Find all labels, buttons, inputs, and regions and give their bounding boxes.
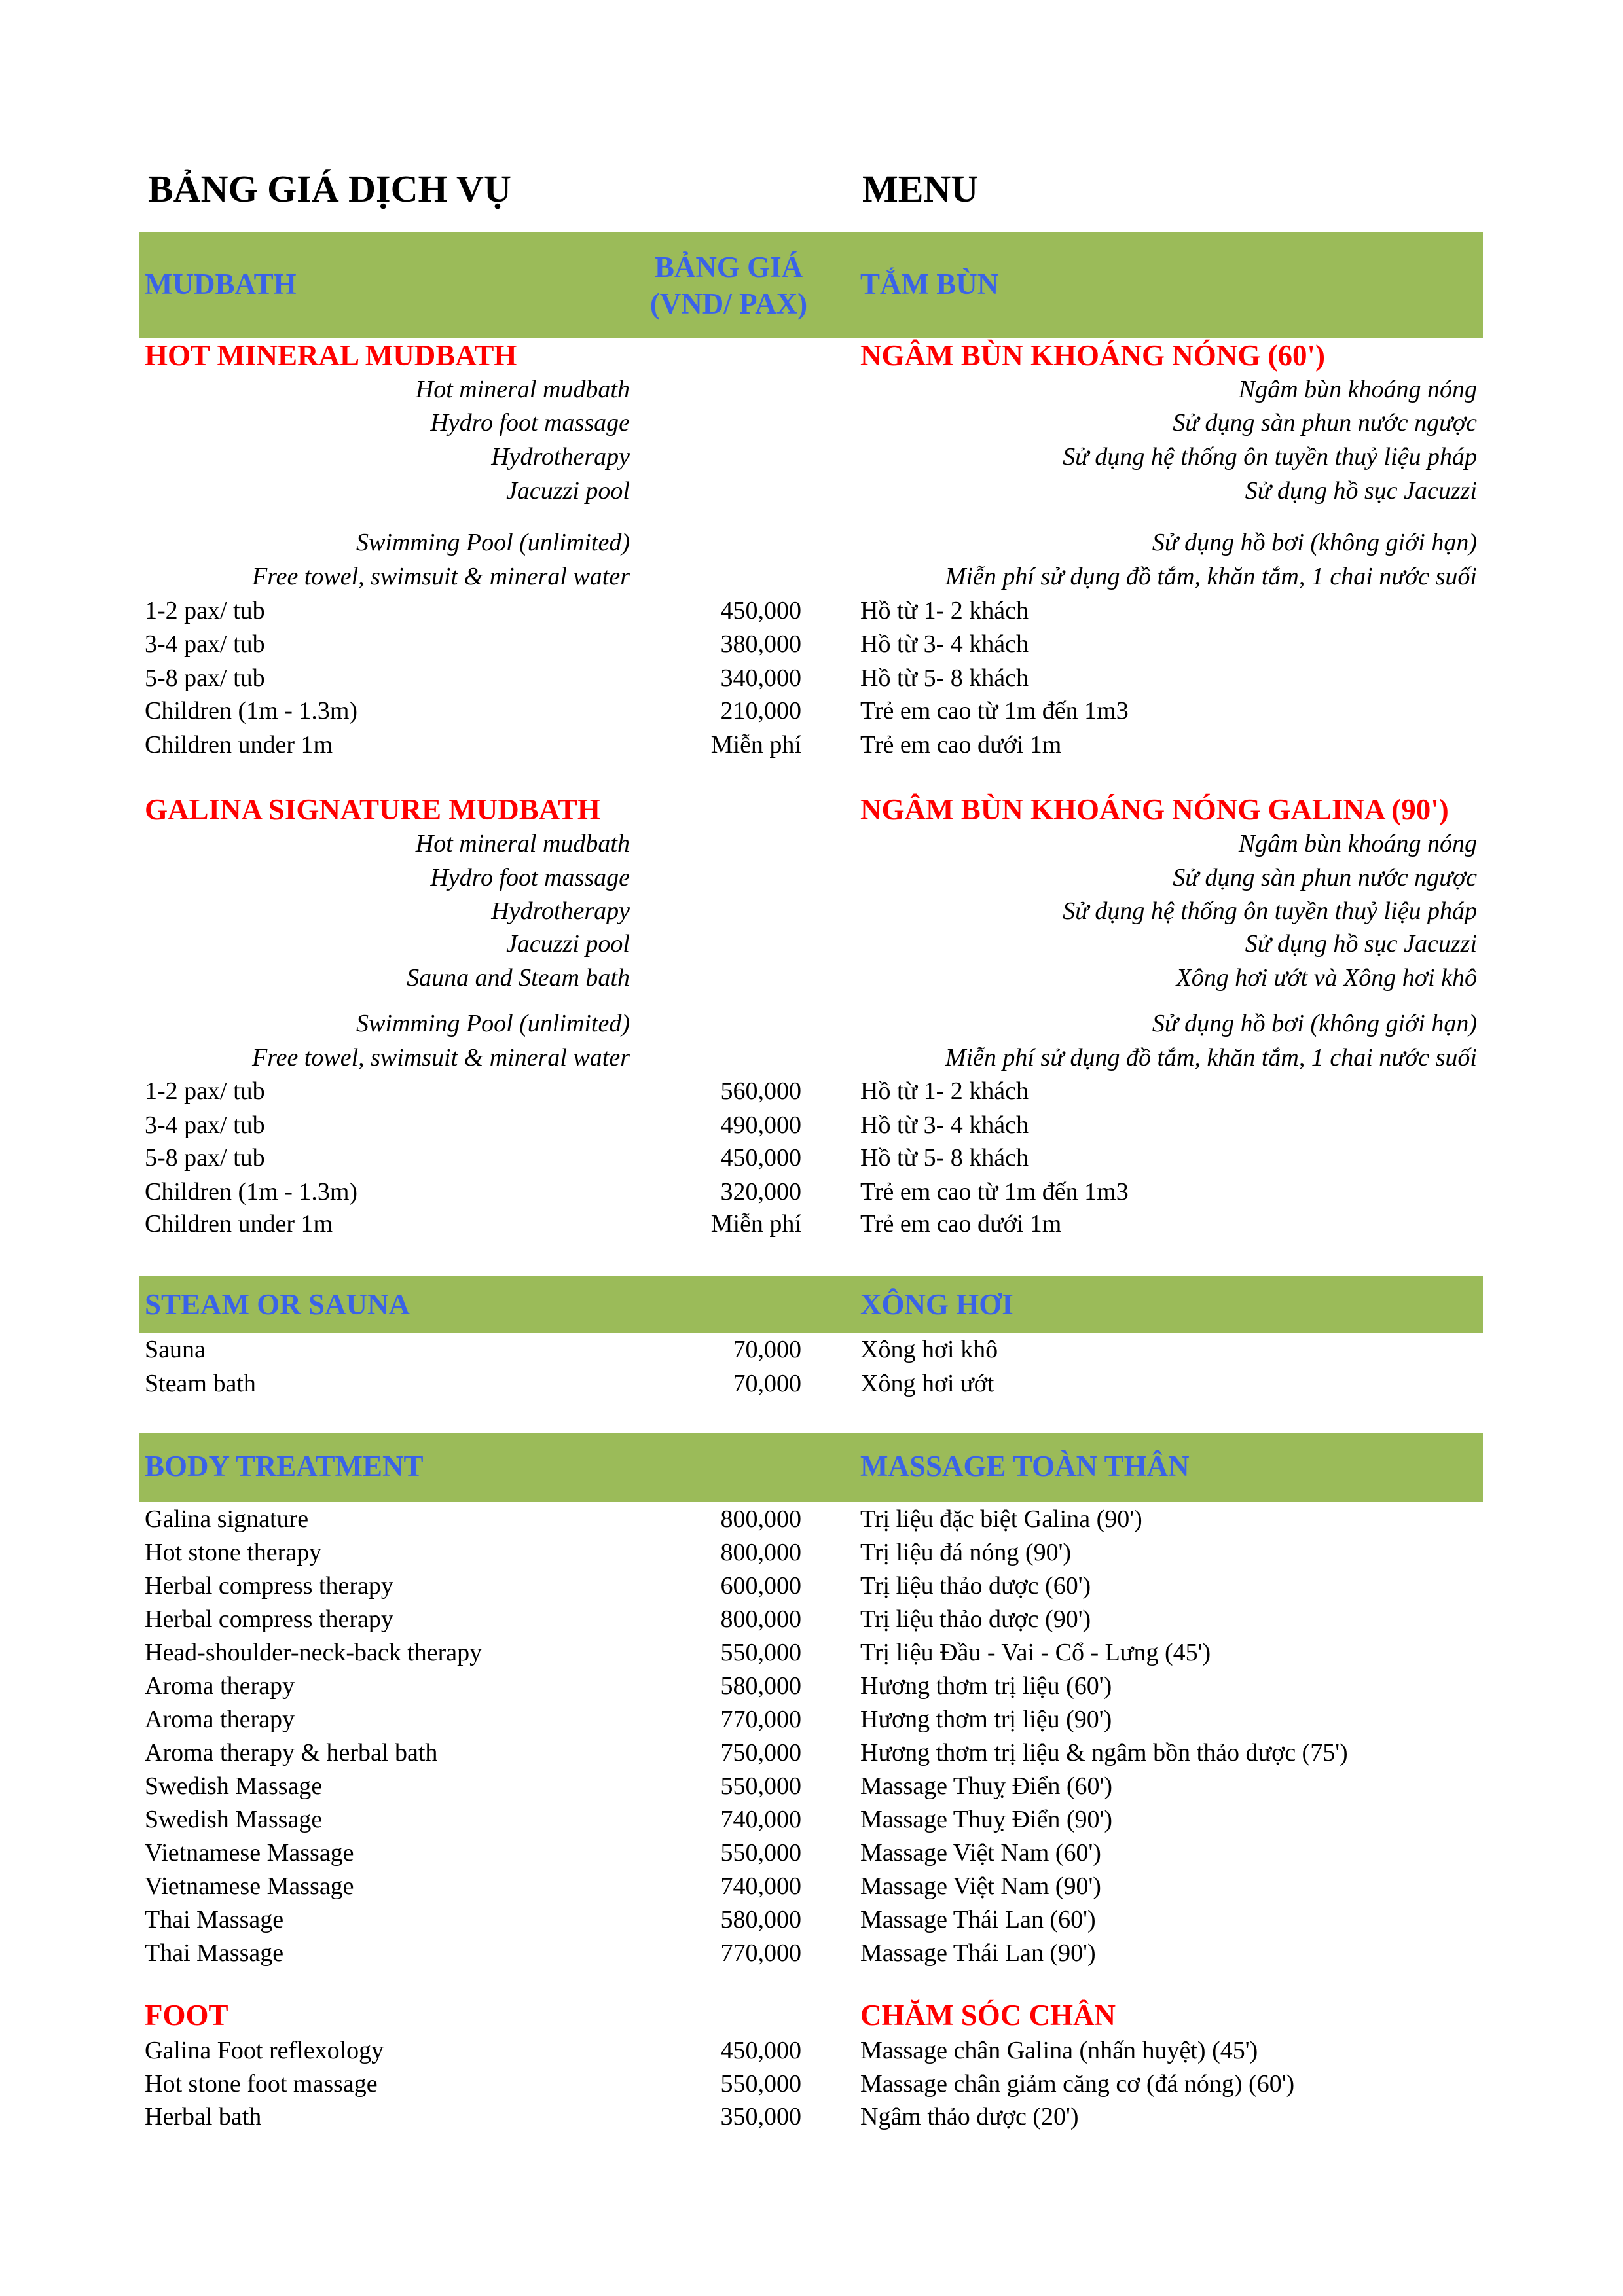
- price-row-label-en: Children (1m - 1.3m): [145, 1177, 358, 1206]
- price-row-price: 740,000: [720, 1872, 801, 1900]
- price-row-label-vn: Xông hơi ướt: [860, 1369, 994, 1397]
- price-row-label-vn: Trị liệu đá nóng (90'): [860, 1539, 1072, 1567]
- price-row-label-vn: Massage Thái Lan (90'): [860, 1939, 1096, 1967]
- included-item-vn: Ngâm bùn khoáng nóng: [1238, 375, 1477, 403]
- included-item-vn: Sử dụng hệ thống ôn tuyền thuỷ liệu pháp: [1063, 897, 1477, 925]
- price-row-label-en: Head-shoulder-neck-back therapy: [145, 1639, 483, 1667]
- price-row-label-en: Sauna: [145, 1335, 206, 1363]
- price-row-label-en: 1-2 pax/ tub: [145, 596, 265, 624]
- included-item-vn: Ngâm bùn khoáng nóng: [1238, 829, 1477, 857]
- price-row-label-vn: Hồ từ 1- 2 khách: [860, 596, 1029, 624]
- price-row-price: 800,000: [720, 1505, 801, 1534]
- price-row-label-vn: Massage chân giảm căng cơ (đá nóng) (60'): [860, 2070, 1295, 2098]
- price-row-price: 70,000: [733, 1335, 801, 1363]
- price-row-label-vn: Hương thơm trị liệu & ngâm bồn thảo dược (75'): [860, 1739, 1348, 1767]
- included-item-en: Hydrotherapy: [491, 443, 630, 471]
- price-row-price: 380,000: [720, 630, 801, 658]
- price-row-label-en: 3-4 pax/ tub: [145, 630, 265, 658]
- price-row-price: 550,000: [720, 1839, 801, 1867]
- price-row-price: Miễn phí: [710, 730, 801, 759]
- price-row-price: 580,000: [720, 1672, 801, 1700]
- included-item-en: Swimming Pool (unlimited): [356, 528, 630, 556]
- price-header-2: (VND/ PAX): [649, 287, 808, 320]
- price-row-label-en: Thai Massage: [145, 1939, 284, 1967]
- price-row-label-vn: Trị liệu thảo dược (90'): [860, 1605, 1091, 1634]
- included-item-en: Hydro foot massage: [430, 409, 630, 437]
- price-row-label-vn: Massage Việt Nam (60'): [860, 1839, 1101, 1867]
- body-heading-vn: MASSAGE TOÀN THÂN: [860, 1450, 1190, 1483]
- included-item-en: Hydro foot massage: [430, 863, 630, 891]
- price-row-label-en: Thai Massage: [145, 1905, 284, 1933]
- price-row-label-en: Vietnamese Massage: [145, 1872, 354, 1900]
- price-row-price: 450,000: [720, 2036, 801, 2064]
- price-row-label-vn: Trẻ em cao từ 1m đến 1m3: [860, 696, 1129, 725]
- price-row-price: 340,000: [720, 664, 801, 692]
- price-row-price: 450,000: [720, 1143, 801, 1172]
- included-item-vn: Sử dụng sàn phun nước ngược: [1173, 863, 1477, 891]
- price-row-price: 550,000: [720, 1639, 801, 1667]
- price-row-label-en: Galina signature: [145, 1505, 309, 1534]
- price-row-label-vn: Massage Thuỵ Điển (60'): [860, 1772, 1113, 1800]
- price-row-label-vn: Hồ từ 1- 2 khách: [860, 1077, 1029, 1105]
- included-item-en: Jacuzzi pool: [506, 930, 630, 958]
- price-row-price: 800,000: [720, 1605, 801, 1634]
- included-item-en: Jacuzzi pool: [506, 477, 630, 505]
- price-row-label-en: Aroma therapy: [145, 1672, 295, 1700]
- price-row-label-en: Galina Foot reflexology: [145, 2036, 384, 2064]
- included-item-vn: Sử dụng hệ thống ôn tuyền thuỷ liệu pháp: [1063, 443, 1477, 471]
- price-row-price: 450,000: [720, 596, 801, 624]
- price-row-label-en: 5-8 pax/ tub: [145, 1143, 265, 1172]
- price-row-price: 550,000: [720, 2070, 801, 2098]
- price-row-label-vn: Xông hơi khô: [860, 1335, 998, 1363]
- price-row-label-en: 1-2 pax/ tub: [145, 1077, 265, 1105]
- price-row-label-en: Steam bath: [145, 1369, 256, 1397]
- price-row-label-vn: Trị liệu thảo dược (60'): [860, 1572, 1091, 1600]
- hot_mineral-heading-en: HOT MINERAL MUDBATH: [145, 339, 517, 372]
- price-row-label-en: 5-8 pax/ tub: [145, 664, 265, 692]
- price-row-label-en: Hot stone therapy: [145, 1539, 322, 1567]
- price-row-label-en: Herbal bath: [145, 2102, 262, 2130]
- title-left: BẢNG GIÁ DỊCH VỤ: [148, 168, 511, 210]
- included-item-en: Swimming Pool (unlimited): [356, 1009, 630, 1037]
- steam-heading-vn: XÔNG HƠI: [860, 1287, 1013, 1321]
- price-row-label-vn: Massage chân Galina (nhấn huyệt) (45'): [860, 2036, 1258, 2064]
- price-row-price: 560,000: [720, 1077, 801, 1105]
- price-row-label-vn: Trị liệu Đầu - Vai - Cổ - Lưng (45'): [860, 1639, 1211, 1667]
- price-row-label-en: Children under 1m: [145, 730, 333, 759]
- price-row-label-en: Vietnamese Massage: [145, 1839, 354, 1867]
- price-row-price: 210,000: [720, 696, 801, 725]
- mudbath-band-vn: TẮM BÙN: [860, 268, 999, 300]
- price-row-price: 550,000: [720, 1772, 801, 1800]
- included-item-vn: Miễn phí sử dụng đồ tắm, khăn tắm, 1 chai nước suối: [945, 562, 1477, 590]
- included-item-vn: Xông hơi ướt và Xông hơi khô: [1176, 963, 1477, 992]
- included-item-vn: Sử dụng sàn phun nước ngược: [1173, 409, 1477, 437]
- price-row-label-en: Herbal compress therapy: [145, 1572, 393, 1600]
- price-header-1: BẢNG GIÁ: [654, 251, 803, 283]
- price-row-price: 490,000: [720, 1111, 801, 1139]
- price-row-label-vn: Hồ từ 5- 8 khách: [860, 664, 1029, 692]
- price-row-price: 800,000: [720, 1539, 801, 1567]
- included-item-en: Hydrotherapy: [491, 897, 630, 925]
- mudbath-band-en: MUDBATH: [145, 268, 297, 300]
- included-item-vn: Sử dụng hồ sục Jacuzzi: [1245, 477, 1477, 505]
- price-row-price: 70,000: [733, 1369, 801, 1397]
- included-item-vn: Miễn phí sử dụng đồ tắm, khăn tắm, 1 chai nước suối: [945, 1043, 1477, 1071]
- included-item-vn: Sử dụng hồ sục Jacuzzi: [1245, 930, 1477, 958]
- price-row-label-vn: Trẻ em cao dưới 1m: [860, 1210, 1062, 1238]
- price-row-label-en: Swedish Massage: [145, 1772, 323, 1800]
- galina-heading-en: GALINA SIGNATURE MUDBATH: [145, 793, 600, 827]
- price-row-label-vn: Hồ từ 3- 4 khách: [860, 1111, 1029, 1139]
- foot-heading-en: FOOT: [145, 1998, 228, 2032]
- hot_mineral-heading-vn: NGÂM BÙN KHOÁNG NÓNG (60'): [860, 339, 1325, 372]
- included-item-en: Free towel, swimsuit & mineral water: [251, 1043, 630, 1071]
- included-item-en: Hot mineral mudbath: [415, 829, 630, 857]
- title-right: MENU: [862, 168, 979, 210]
- foot-heading-vn: CHĂM SÓC CHÂN: [860, 1998, 1116, 2032]
- included-item-vn: Sử dụng hồ bơi (không giới hạn): [1152, 1009, 1477, 1037]
- price-row-label-vn: Massage Thái Lan (60'): [860, 1905, 1096, 1933]
- price-row-label-en: Swedish Massage: [145, 1805, 323, 1833]
- price-row-price: 770,000: [720, 1706, 801, 1734]
- price-row-price: 600,000: [720, 1572, 801, 1600]
- price-row-label-vn: Trị liệu đặc biệt Galina (90'): [860, 1505, 1142, 1534]
- price-row-label-en: Aroma therapy & herbal bath: [145, 1739, 438, 1767]
- price-row-label-en: Hot stone foot massage: [145, 2070, 378, 2098]
- price-row-label-vn: Ngâm thảo dược (20'): [860, 2102, 1079, 2130]
- steam-heading-en: STEAM OR SAUNA: [145, 1287, 410, 1321]
- price-row-label-vn: Hồ từ 5- 8 khách: [860, 1143, 1029, 1172]
- price-row-label-vn: Massage Thuỵ Điển (90'): [860, 1805, 1113, 1833]
- price-row-label-vn: Massage Việt Nam (90'): [860, 1872, 1101, 1900]
- price-row-label-en: 3-4 pax/ tub: [145, 1111, 265, 1139]
- price-row-price: 750,000: [720, 1739, 801, 1767]
- price-row-price: 740,000: [720, 1805, 801, 1833]
- galina-heading-vn: NGÂM BÙN KHOÁNG NÓNG GALINA (90'): [860, 793, 1449, 827]
- included-item-en: Free towel, swimsuit & mineral water: [251, 562, 630, 590]
- price-row-label-vn: Trẻ em cao dưới 1m: [860, 730, 1062, 759]
- price-row-label-vn: Hồ từ 3- 4 khách: [860, 630, 1029, 658]
- price-row-label-vn: Hương thơm trị liệu (60'): [860, 1672, 1112, 1700]
- price-row-label-en: Children (1m - 1.3m): [145, 696, 358, 725]
- price-row-price: 320,000: [720, 1177, 801, 1206]
- included-item-vn: Sử dụng hồ bơi (không giới hạn): [1152, 528, 1477, 556]
- price-row-label-en: Children under 1m: [145, 1210, 333, 1238]
- price-row-price: 770,000: [720, 1939, 801, 1967]
- price-row-label-en: Aroma therapy: [145, 1706, 295, 1734]
- price-row-label-vn: Trẻ em cao từ 1m đến 1m3: [860, 1177, 1129, 1206]
- body-heading-en: BODY TREATMENT: [145, 1450, 424, 1483]
- price-row-label-vn: Hương thơm trị liệu (90'): [860, 1706, 1112, 1734]
- price-row-price: 580,000: [720, 1905, 801, 1933]
- included-item-en: Hot mineral mudbath: [415, 375, 630, 403]
- included-item-en: Sauna and Steam bath: [407, 963, 630, 992]
- price-row-price: 350,000: [720, 2102, 801, 2130]
- price-row-price: Miễn phí: [710, 1210, 801, 1238]
- price-row-label-en: Herbal compress therapy: [145, 1605, 393, 1634]
